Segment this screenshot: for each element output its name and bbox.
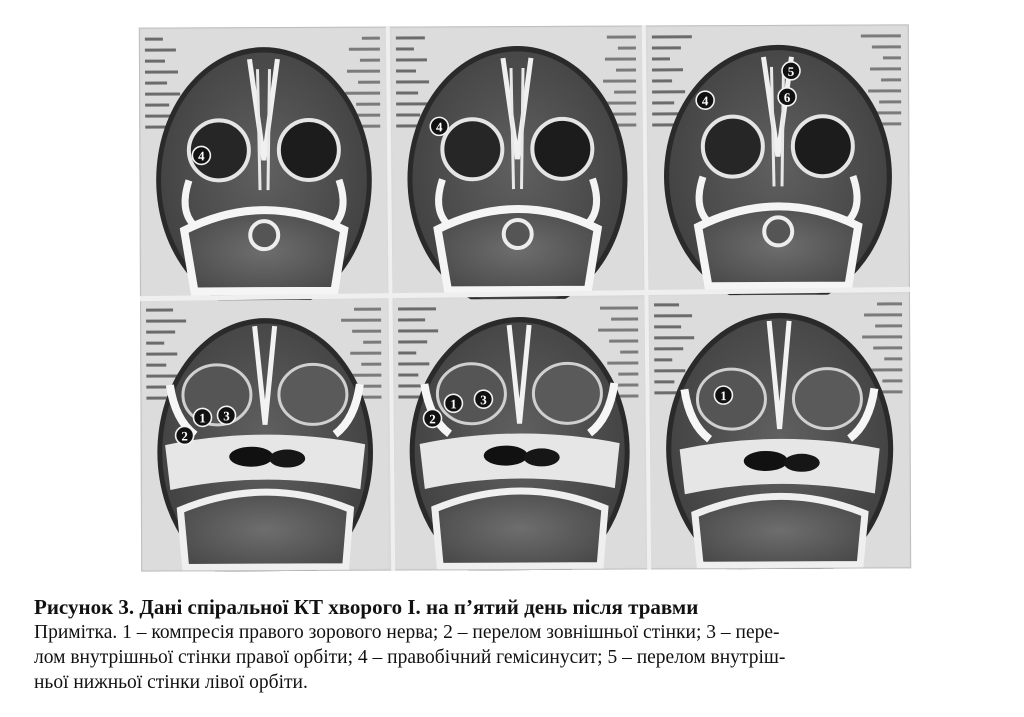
caption-note-line: ньої нижньої стінки лівої орбіти. (34, 672, 308, 693)
figure-marker (217, 406, 235, 424)
figure-marker (176, 426, 194, 444)
caption-note-line: Примітка. 1 – компресія правого зорового нерва; 2 – перелом зовнішньої стінки; 3 – пере- (34, 622, 780, 643)
figure-marker (444, 394, 462, 412)
figure-marker (430, 117, 448, 135)
caption-title: Рисунок 3. Дані спіральної КТ хворого І. на п’ятий день після травми (34, 595, 699, 619)
figure-marker-label: 1 (450, 396, 457, 412)
figure-marker-label: 4 (435, 119, 443, 135)
figure-marker-label: 3 (223, 408, 230, 424)
ct-panel (648, 26, 908, 308)
ct-scan-figure (139, 24, 911, 571)
ct-panel (141, 29, 387, 314)
figure-marker-label: 2 (429, 411, 436, 427)
figure-marker (193, 408, 211, 426)
figure-marker (714, 386, 732, 404)
figure-marker-label: 1 (199, 410, 206, 426)
figure-marker (782, 62, 800, 80)
figure-marker (423, 409, 441, 427)
figure-marker-label: 4 (198, 148, 205, 164)
figure-marker-label: 1 (720, 388, 727, 404)
figure-marker-label: 5 (787, 63, 795, 79)
figure-marker (696, 91, 714, 109)
ct-panel (394, 298, 645, 571)
figure-marker-label: 4 (701, 93, 709, 109)
ct-panel (392, 27, 643, 312)
figure-marker (474, 390, 492, 408)
figure-caption (34, 594, 992, 695)
figure-marker-label: 2 (181, 428, 188, 444)
caption-note-line: лом внутрішньої стінки правої орбіти; 4 – правобічний гемісинусит; 5 – перелом внутріш- (34, 647, 786, 668)
figure-marker (192, 146, 210, 164)
figure-marker-label: 6 (783, 89, 791, 105)
ct-scan-grid (139, 24, 911, 571)
caption-note (34, 620, 992, 695)
ct-panel (650, 294, 909, 571)
figure-marker (778, 88, 796, 106)
figure-marker-label: 3 (480, 392, 487, 408)
